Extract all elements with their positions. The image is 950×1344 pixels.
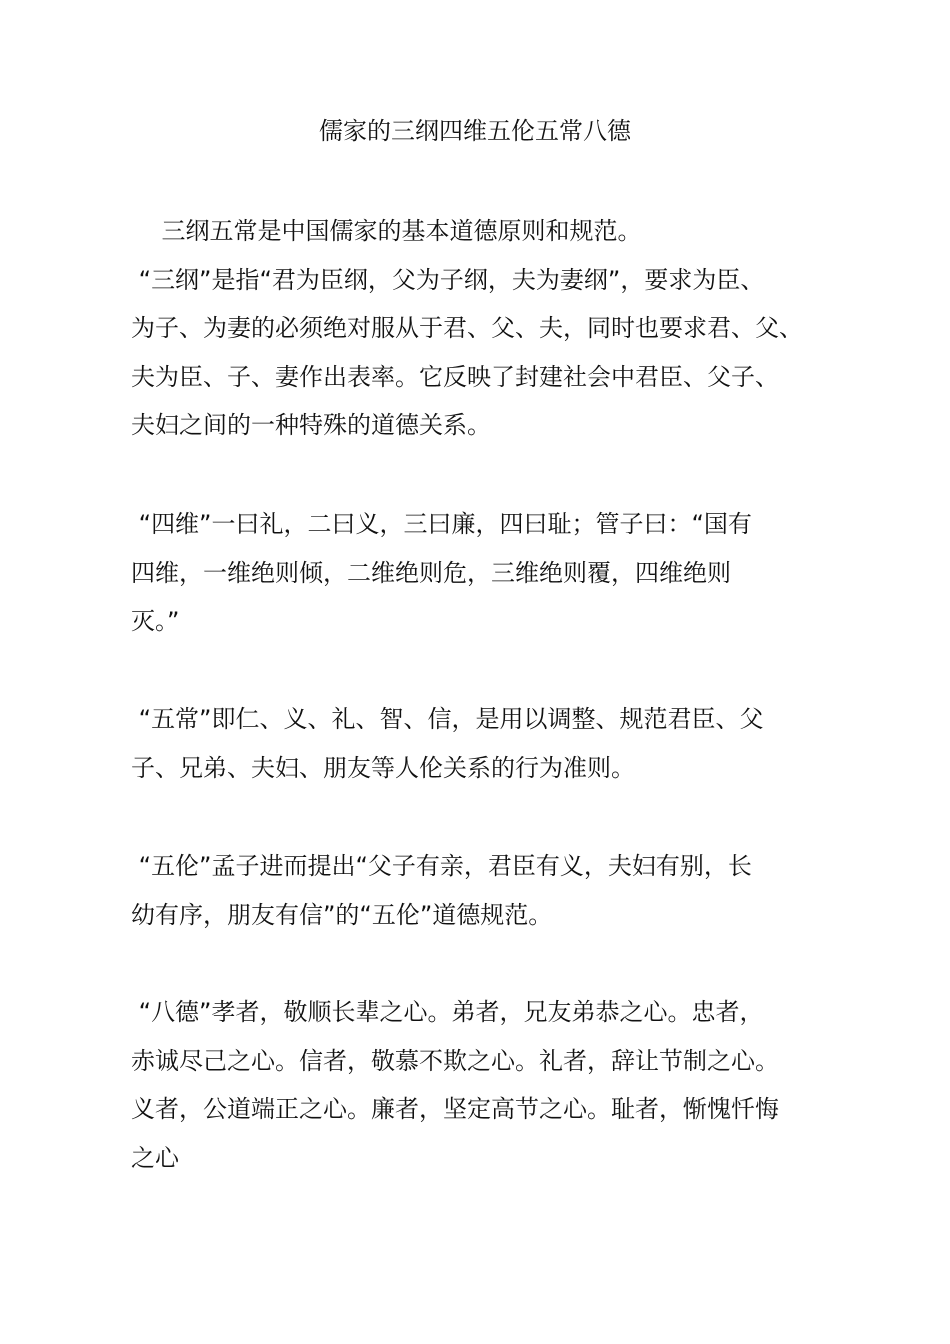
- paragraph-line: “四维”一曰礼，二曰义，三曰廉，四曰耻；管子曰：“国有: [131, 510, 752, 538]
- paragraph-line: 义者，公道端正之心。廉者，坚定高节之心。耻者，惭愧忏悔: [131, 1095, 779, 1123]
- document-title: 儒家的三纲四维五伦五常八德: [319, 117, 631, 145]
- paragraph-line: 赤诚尽己之心。信者，敬慕不欺之心。礼者，辞让节制之心。: [131, 1046, 779, 1075]
- paragraph-line: 为子、为妻的必须绝对服从于君、父、夫，同时也要求君、父、: [131, 314, 803, 342]
- paragraph-line: 三纲五常是中国儒家的基本道德原则和规范。: [131, 217, 642, 245]
- paragraph-line: “八德”孝者，敬顺长辈之心。弟者，兄友弟恭之心。忠者，: [131, 998, 764, 1026]
- paragraph-siwei: [131, 500, 836, 646]
- paragraph-line: 夫为臣、子、妻作出表率。它反映了封建社会中君臣、父子、: [131, 362, 779, 391]
- paragraph-line: “五伦”孟子进而提出“父子有亲，君臣有义，夫妇有别，长: [131, 852, 752, 880]
- paragraph-line: 幼有序，朋友有信”的“五伦”道德规范。: [131, 900, 553, 929]
- paragraph-bade: [131, 988, 836, 1182]
- paragraph-line: 子、兄弟、夫妇、朋友等人伦关系的行为准则。: [131, 753, 635, 782]
- paragraph-line: 夫妇之间的一种特殊的道德关系。: [131, 411, 491, 439]
- paragraph-wulun: [131, 842, 836, 939]
- paragraph-sangang: [131, 207, 836, 450]
- paragraph-line: 之心: [131, 1143, 179, 1172]
- paragraph-line: “三纲”是指“君为臣纲，父为子纲，夫为妻纲”，要求为臣、: [131, 265, 765, 294]
- paragraph-line: “五常”即仁、义、礼、智、信，是用以调整、规范君臣、父: [131, 705, 764, 733]
- paragraph-wuchang: [131, 695, 836, 792]
- paragraph-line: 灭。”: [131, 607, 180, 635]
- paragraph-line: 四维，一维绝则倾，二维绝则危，三维绝则覆，四维绝则: [131, 558, 731, 587]
